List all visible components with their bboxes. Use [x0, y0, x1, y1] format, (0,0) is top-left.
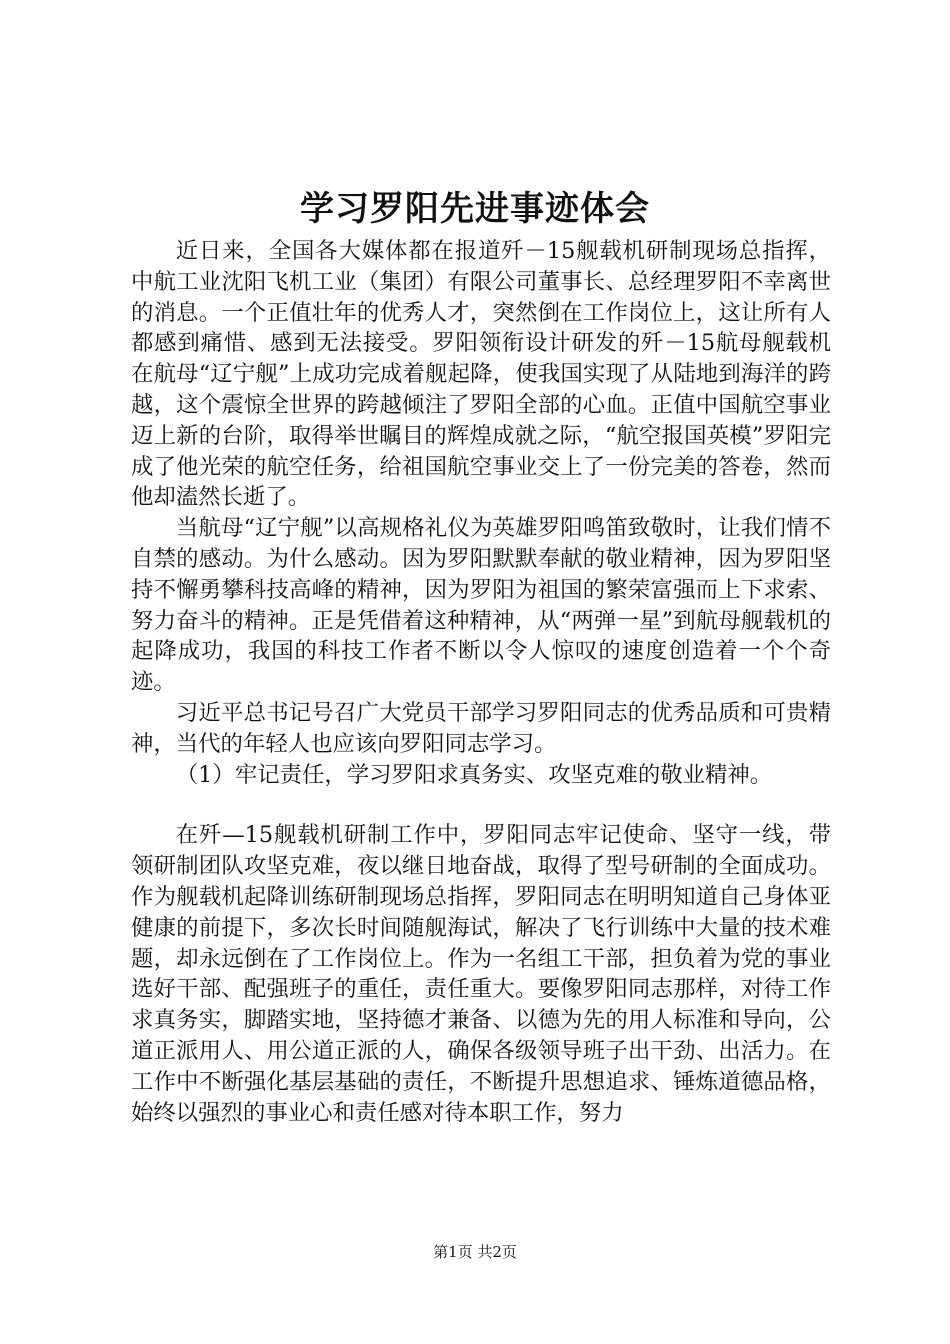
paragraph-4: 在歼—15舰载机研制工作中，罗阳同志牢记使命、坚守一线，带领研制团队攻坚克难，夜以继日地奋战，取得了型号研制的全面成功。作为舰载机起降训练研制现场总指挥，罗阳同志在明明知道自己身体亚健康的前提下，多次长时间随舰海试，解决了飞行训练中大量的技术难题，却永远倒在了工作岗位上。作为一名组工干部，担负着为党的事业选好干部、配强班子的重任，责任重大。要像罗阳同志那样，对待工作求真务实，脚踏实地，坚持德才兼备、以德为先的用人标准和导向，公道正派用人、用公道正派的人，确保各级领导班子出干劲、出活力。在工作中不断强化基层基础的责任，不断提升思想追求、锤炼道德品格，始终以强烈的事业心和责任感对待本职工作，努力 — [131, 822, 831, 1126]
page-number: 第1页 共2页 — [433, 1243, 517, 1261]
document-title: 学习罗阳先进事迹体会 — [300, 189, 650, 229]
section-heading-1: （1）牢记责任，学习罗阳求真务实、攻坚克难的敬业精神。 — [175, 761, 773, 788]
document-body — [131, 236, 831, 1128]
paragraph-2: 当航母“辽宁舰”以高规格礼仪为英雄罗阳鸣笛致敬时，让我们情不自禁的感动。为什么感动。因为罗阳默默奉献的敬业精神，因为罗阳坚持不懈勇攀科技高峰的精神，因为罗阳为祖国的繁荣富强而上下求索、努力奋斗的精神。正是凭借着这种精神，从“两弹一星”到航母舰载机的起降成功，我国的科技工作者不断以令人惊叹的速度创造着一个个奇迹。 — [131, 515, 831, 696]
paragraph-3: 习近平总书记号召广大党员干部学习罗阳同志的优秀品质和可贵精神，当代的年轻人也应该向罗阳同志学习。 — [131, 699, 831, 757]
paragraph-1: 近日来，全国各大媒体都在报道歼－15舰载机研制现场总指挥，中航工业沈阳飞机工业（集团）有限公司董事长、总经理罗阳不幸离世的消息。一个正值壮年的优秀人才，突然倒在工作岗位上，这让所有人都感到痛惜、感到无法接受。罗阳领衔设计研发的歼－15航母舰载机在航母“辽宁舰”上成功完成着舰起降，使我国实现了从陆地到海洋的跨越，这个震惊全世界的跨越倾注了罗阳全部的心血。正值中国航空事业迈上新的台阶，取得举世瞩目的辉煌成就之际，“航空报国英模”罗阳完成了他光荣的航空任务，给祖国航空事业交上了一份完美的答卷，然而他却溘然长逝了。 — [131, 238, 831, 511]
